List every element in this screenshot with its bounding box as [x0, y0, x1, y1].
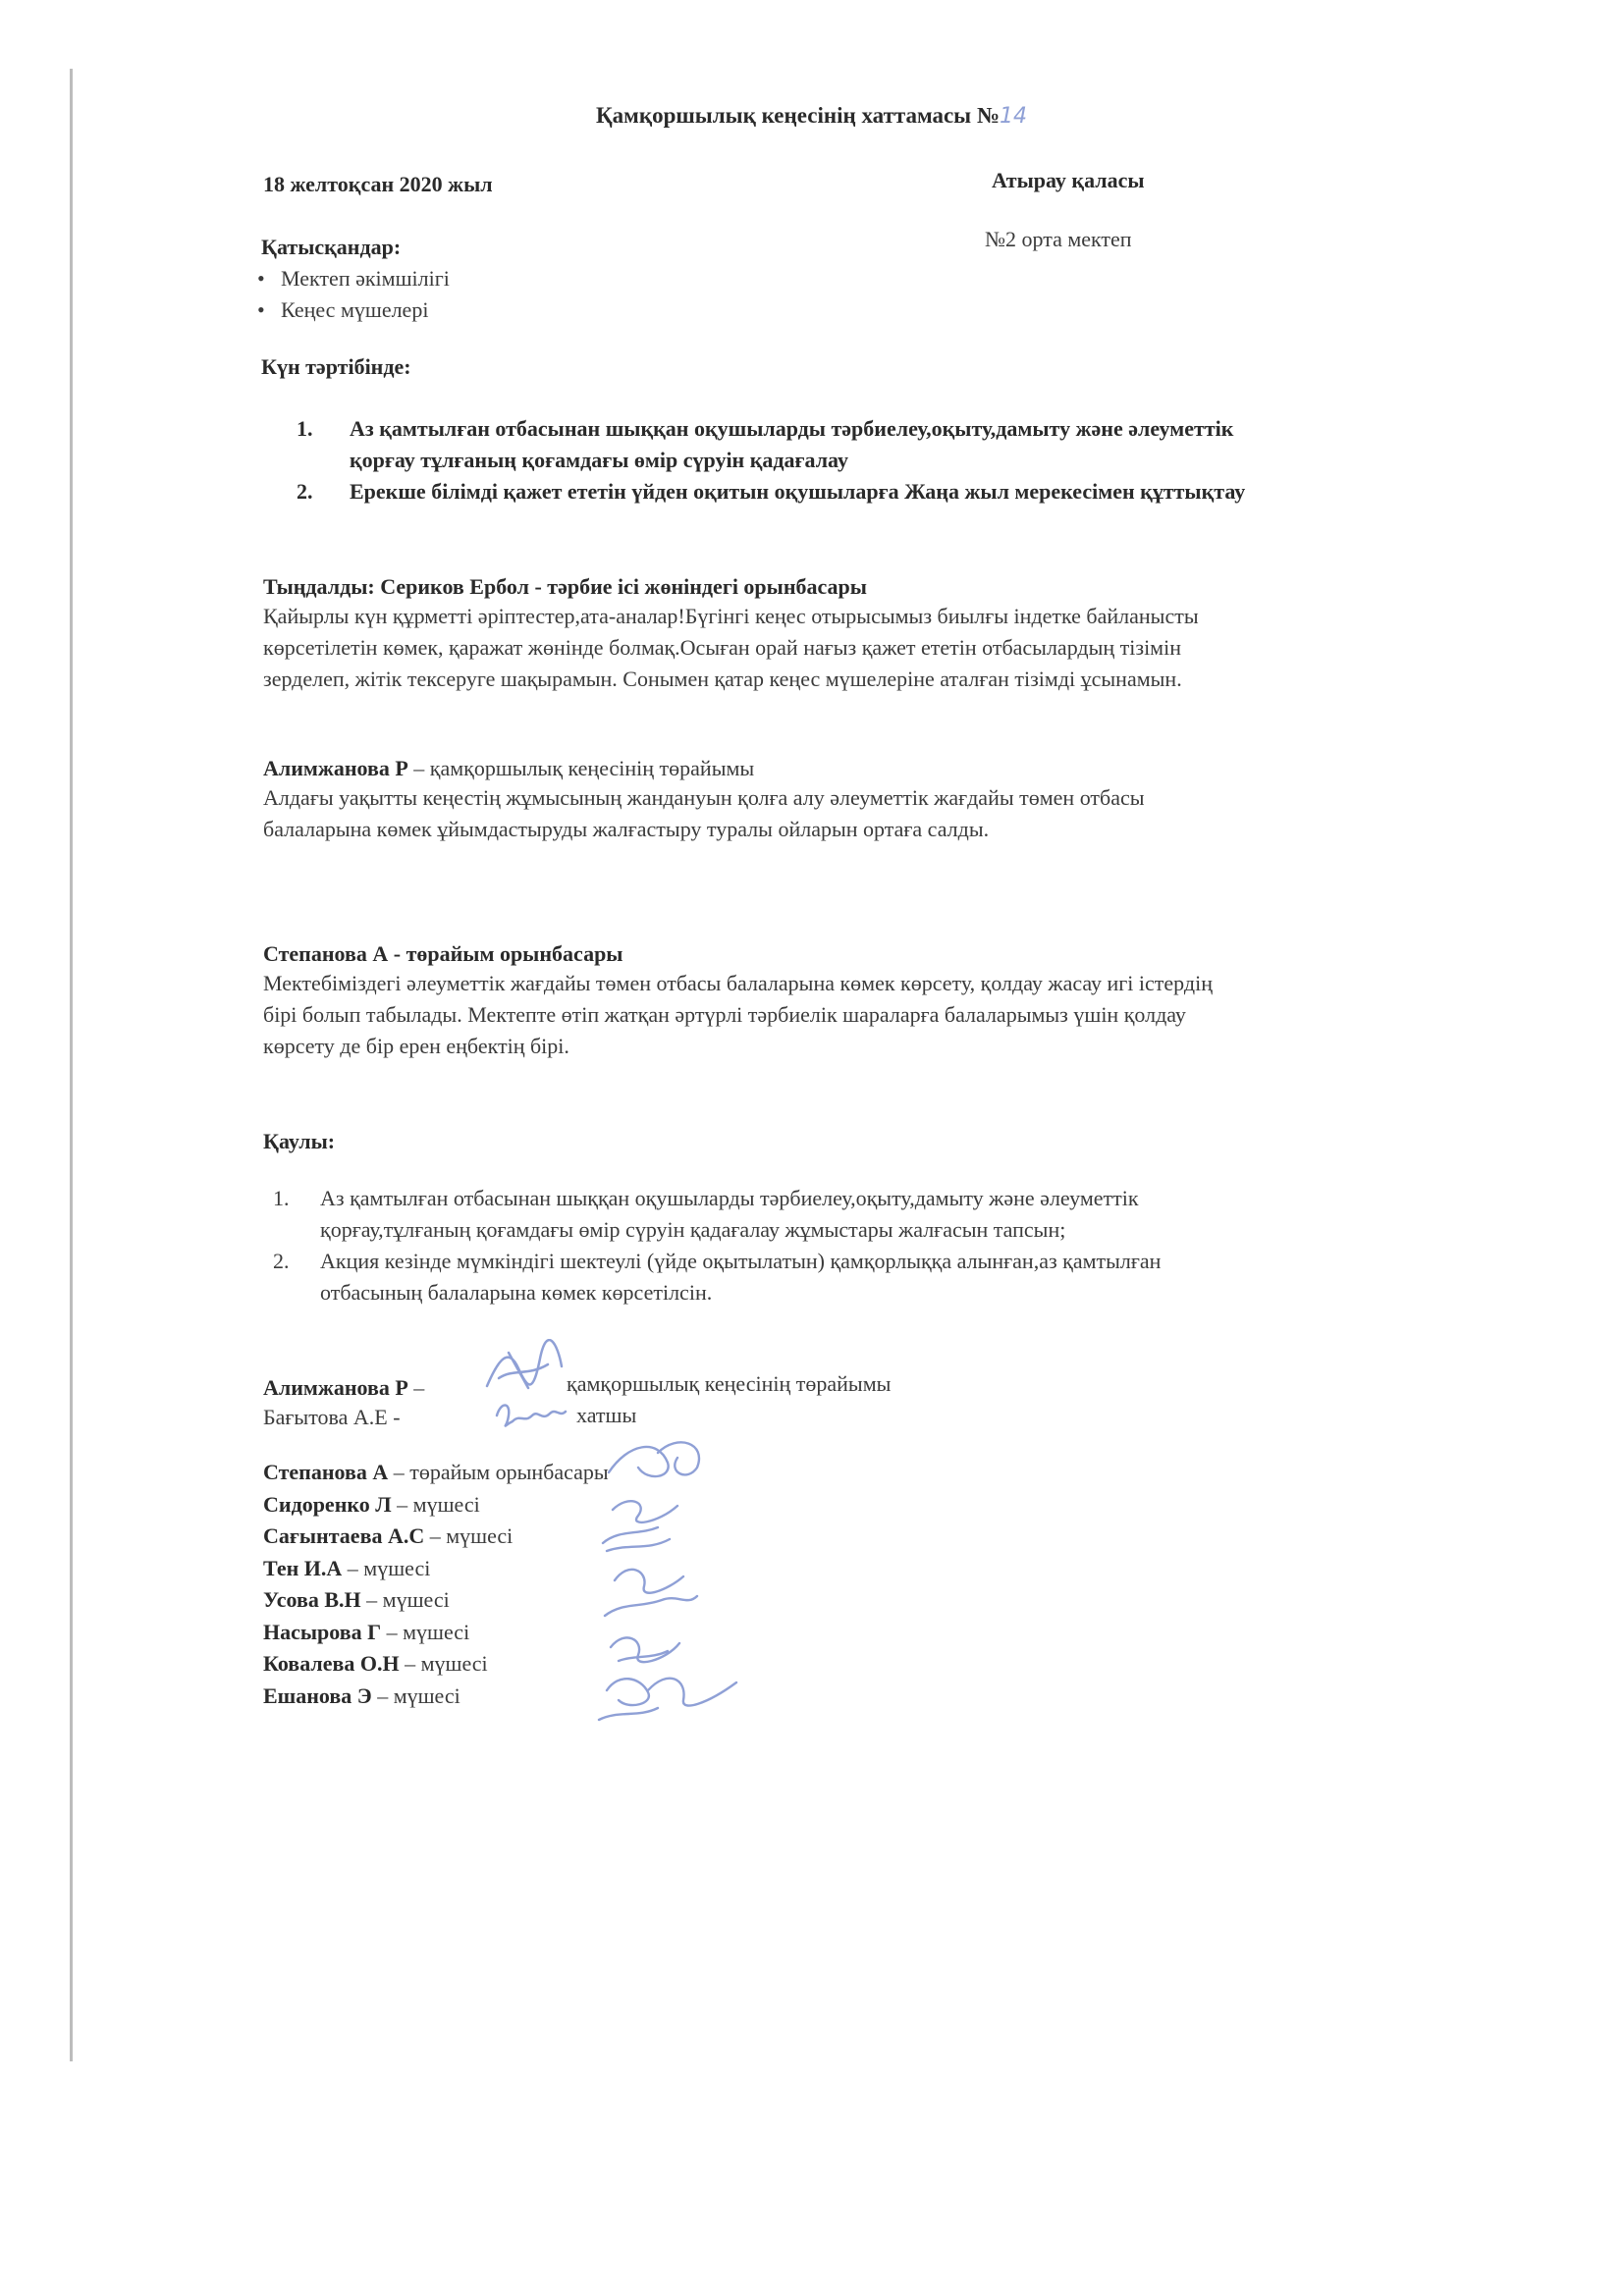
- agenda-heading: Күн тәртібінде:: [261, 354, 411, 379]
- members-list: [263, 1457, 609, 1712]
- speech-text: [263, 601, 1456, 695]
- agenda-list: [297, 413, 1245, 507]
- speech-line: Мектебіміздегі әлеуметтік жағдайы төмен отбасы балаларына көмек көрсету, қолдау жасау игі істердің: [263, 971, 1213, 995]
- binding-margin-line: [70, 69, 73, 2061]
- member-row: [263, 1489, 609, 1522]
- list-line: отбасының балаларына көмек көрсетілсін.: [320, 1280, 713, 1305]
- signatory-name: Бағытова А.Е: [263, 1405, 388, 1429]
- speech-line: зерделеп, жітік тексеруге шақырамын. Сонымен қатар кеңес мүшелеріне аталған тізімді ұсынамын.: [263, 667, 1182, 691]
- list-number: 2.: [297, 479, 313, 504]
- school-name: №2 орта мектеп: [985, 227, 1132, 251]
- list-line: қорғау тұлғаның қоғамдағы өмір сүруін қадағалау: [350, 448, 848, 472]
- speech-line: Қайырлы күн құрметті әріптестер,ата-аналар!Бүгінгі кеңес отырысымыз биылғы індетке байланысты: [263, 604, 1199, 628]
- meeting-city: Атырау қаласы: [992, 168, 1145, 192]
- handwritten-protocol-number: 14: [1000, 104, 1027, 129]
- meeting-date: 18 желтоқсан 2020 жыл: [263, 172, 493, 196]
- member-name: Степанова А: [263, 1460, 389, 1484]
- title-text: Қамқоршылық кеңесінің хаттамасы №: [595, 103, 1000, 128]
- list-line: қорғау,тұлғаның қоғамдағы өмір сүруін қадағалау жұмыстары жалғасын тапсын;: [320, 1217, 1066, 1242]
- speech-line: Алдағы уақытты кеңестің жұмысының жандануын қолға алу әлеуметтік жағдайы төмен отбасы: [263, 785, 1145, 810]
- member-role: – мүшесі: [371, 1682, 460, 1708]
- member-row: [263, 1648, 609, 1681]
- list-item: [273, 1246, 1161, 1308]
- speaker-heading: Степанова А - төрайым орынбасары: [263, 941, 623, 966]
- list-item: • Кеңес мүшелері: [257, 294, 450, 326]
- signatory-role: қамқоршылық кеңесінің төрайымы: [567, 1371, 892, 1396]
- member-name: Сағынтаева А.С: [263, 1523, 425, 1548]
- participants-heading: Қатысқандар:: [261, 235, 402, 259]
- speech-text: [263, 782, 1456, 845]
- decision-heading: Қаулы:: [263, 1129, 336, 1153]
- list-line: Акция кезінде мүмкіндігі шектеулі (үйде оқытылатын) қамқорлыққа алынған,аз қамтылған: [320, 1249, 1162, 1273]
- member-row: [263, 1457, 609, 1489]
- member-name: Сидоренко Л: [263, 1491, 392, 1517]
- member-name: Усова В.Н: [263, 1587, 361, 1612]
- member-name: Ковалева О.Н: [263, 1651, 400, 1676]
- speech-line: көрсету де бір ерен еңбектің бірі.: [263, 1034, 569, 1058]
- signatory-chair: [263, 1372, 424, 1404]
- list-item: [297, 476, 1245, 507]
- signatory-dash: –: [407, 1375, 425, 1400]
- signatory-dash: -: [387, 1405, 401, 1429]
- chair-signature: [479, 1339, 568, 1398]
- list-item: [273, 1183, 1161, 1246]
- speaker-role: – қамқоршылық кеңесінің төрайымы: [407, 756, 755, 780]
- member-row: [263, 1521, 609, 1553]
- list-line: Аз қамтылған отбасынан шыққан оқушыларды тәрбиелеу,оқыту,дамыту және әлеуметтік: [320, 1186, 1139, 1210]
- member-name: Тен И.А: [263, 1555, 343, 1580]
- member-name: Ешанова Э: [263, 1682, 372, 1708]
- member-role: – мүшесі: [360, 1587, 450, 1612]
- signatory-secretary: [263, 1402, 401, 1433]
- speech-line: бірі болып табылады. Мектепте өтіп жатқан әртүрлі тәрбиелік шараларға балаларымыз үшін қолдау: [263, 1002, 1186, 1027]
- list-number: 1.: [297, 416, 313, 441]
- signatory-name: Алимжанова Р: [263, 1375, 408, 1400]
- secretary-signature: [491, 1394, 569, 1429]
- document-title: [0, 100, 1623, 133]
- speech-text: [263, 968, 1456, 1062]
- list-item: [297, 413, 1245, 476]
- signatory-role: хатшы: [576, 1403, 637, 1427]
- speech-line: балаларына көмек ұйымдастыруды жалғастыру туралы ойларын ортаға салды.: [263, 817, 990, 841]
- member-role: – мүшесі: [391, 1491, 480, 1517]
- list-line: Ерекше білімді қажет ететін үйден оқитын оқушыларға Жаңа жыл мерекесімен құттықтау: [350, 479, 1246, 504]
- member-row: [263, 1681, 609, 1713]
- list-line: Аз қамтылған отбасынан шыққан оқушыларды тәрбиелеу,оқыту,дамыту және әлеуметтік: [350, 416, 1234, 441]
- decision-list: [273, 1183, 1161, 1308]
- speaker-name: Алимжанова Р: [263, 756, 408, 780]
- member-role: – мүшесі: [381, 1619, 470, 1644]
- member-row: [263, 1553, 609, 1585]
- member-role: – мүшесі: [424, 1523, 514, 1548]
- participants-list: [257, 263, 450, 326]
- speaker-heading: Тыңдалды: Сериков Ербол - тәрбие ісі жөніндегі орынбасары: [263, 574, 867, 599]
- list-number: 2.: [273, 1249, 290, 1273]
- member-role: – төрайым орынбасары: [388, 1460, 609, 1484]
- speaker-heading: [263, 753, 754, 784]
- member-row: [263, 1617, 609, 1649]
- list-item: • Мектеп әкімшілігі: [257, 263, 450, 294]
- members-signatures: [589, 1433, 746, 1737]
- member-name: Насырова Г: [263, 1619, 382, 1644]
- member-row: [263, 1584, 609, 1617]
- member-role: – мүшесі: [399, 1651, 488, 1676]
- speech-line: көрсетілетін көмек, қаражат жөнінде болмақ.Осыған орай нағыз қажет ететін отбасылардың тізімін: [263, 635, 1181, 660]
- member-role: – мүшесі: [342, 1555, 431, 1580]
- list-number: 1.: [273, 1186, 290, 1210]
